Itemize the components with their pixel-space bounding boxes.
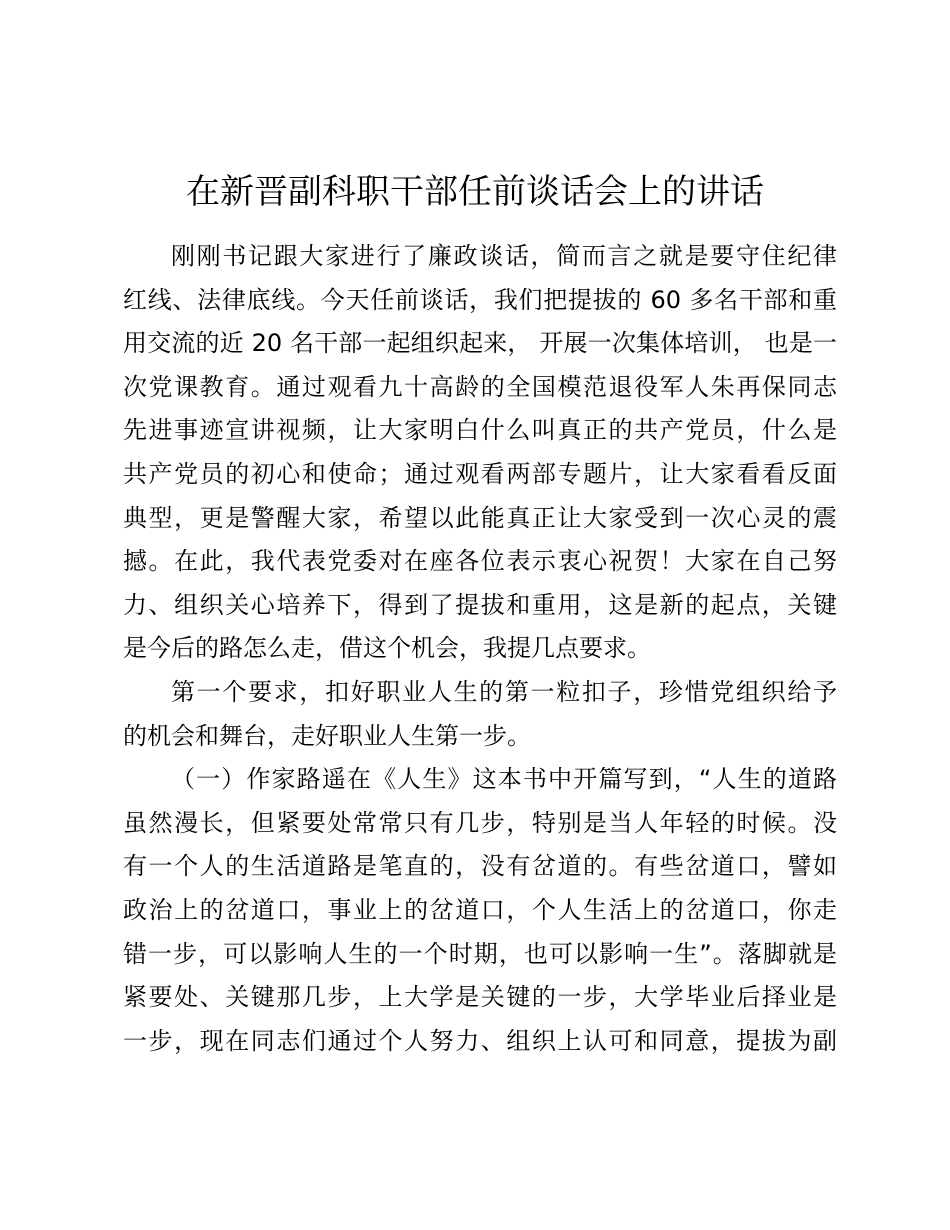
paragraph-line: 政治上的岔道口，事业上的岔道口，个人生活上的岔道口，你走 — [123, 895, 837, 924]
paragraph-line: 先进事迹宣讲视频，让大家明白什么叫真正的共产党员，什么是 — [123, 416, 837, 445]
paragraph-line: 力、组织关心培养下，得到了提拔和重用，这是新的起点，关键 — [123, 590, 837, 619]
paragraph-line: 的机会和舞台，走好职业人生第一步。 — [123, 721, 531, 750]
paragraph-line: 撼。在此，我代表党委对在座各位表示衷心祝贺！大家在自己努 — [123, 547, 837, 576]
paragraph-line: （一）作家路遥在《人生》这本书中开篇写到，“人生的道路 — [171, 765, 837, 794]
paragraph-line: 错一步，可以影响人生的一个时期，也可以影响一生”。落脚就是 — [123, 939, 837, 968]
paragraph-line: 紧要处、关键那几步，上大学是关键的一步，大学毕业后择业是 — [123, 983, 837, 1012]
paragraph-line: 有一个人的生活道路是笔直的，没有岔道的。有些岔道口，譬如 — [123, 852, 837, 881]
paragraph-line: 刚刚书记跟大家进行了廉政谈话，简而言之就是要守住纪律 — [171, 242, 837, 270]
paragraph-line: 共产党员的初心和使命；通过观看两部专题片，让大家看看反面 — [123, 459, 837, 488]
paragraph-line: 虽然漫长，但紧要处常常只有几步，特别是当人年轻的时候。没 — [123, 808, 837, 837]
paragraph-line: 一步，现在同志们通过个人努力、组织上认可和同意，提拔为副 — [123, 1026, 837, 1055]
paragraph-line: 是今后的路怎么走，借这个机会，我提几点要求。 — [123, 634, 651, 663]
document-title: 在新晋副科职干部任前谈话会上的讲话 — [186, 172, 764, 212]
paragraph-line: 红线、法律底线。今天任前谈话，我们把提拔的 60 多名干部和重 — [123, 285, 837, 314]
paragraph-line: 次党课教育。通过观看九十高龄的全国模范退役军人朱再保同志 — [123, 372, 837, 401]
paragraph-line: 用交流的近 20 名干部一起组织起来， 开展一次集体培训， 也是一 — [123, 329, 837, 358]
document-body — [123, 235, 837, 1063]
paragraph-line: 典型，更是警醒大家，希望以此能真正让大家受到一次心灵的震 — [123, 503, 837, 532]
paragraph-line: 第一个要求，扣好职业人生的第一粒扣子，珍惜党组织给予 — [171, 677, 837, 706]
